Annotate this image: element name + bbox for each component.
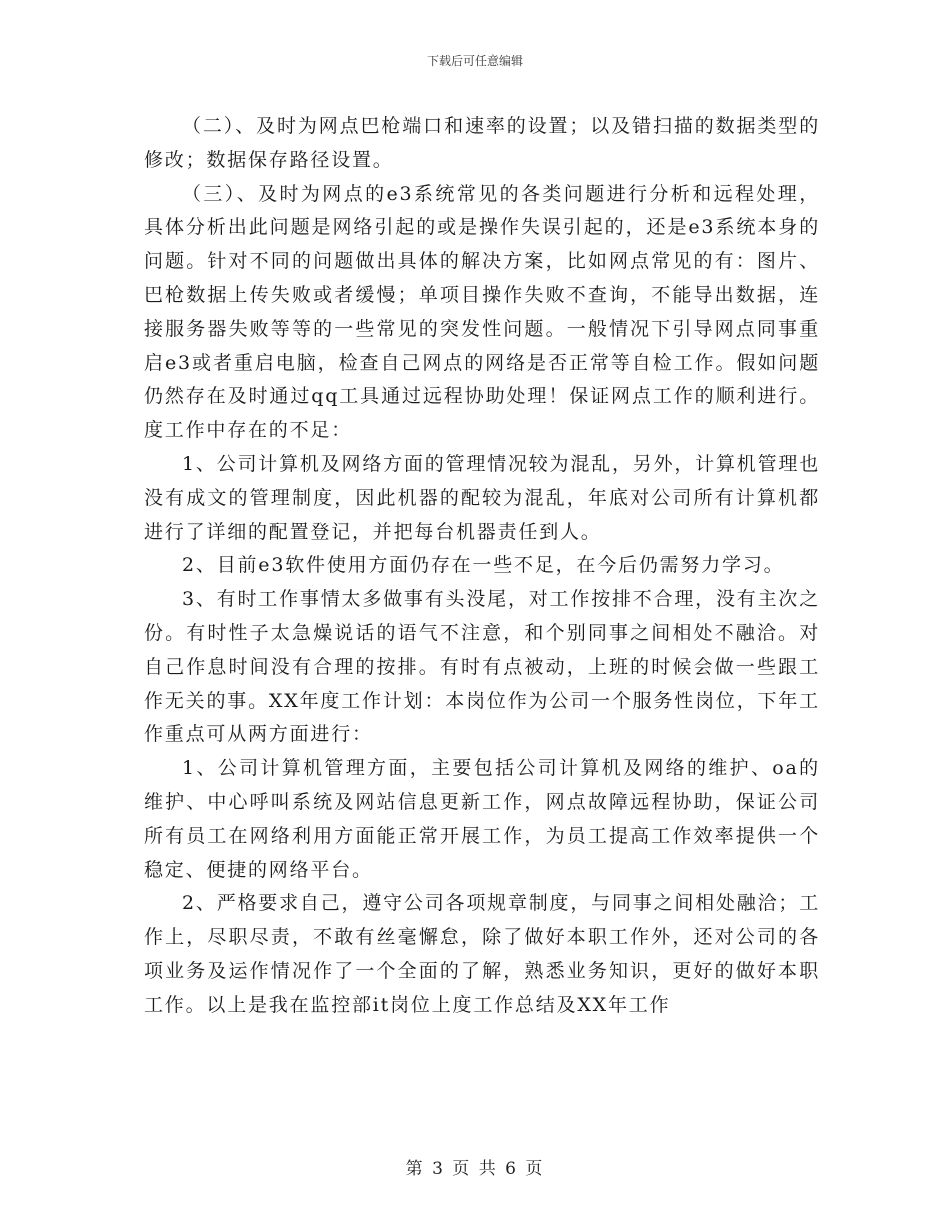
paragraph-shortcoming-3: 3、有时工作事情太多做事有头没尾，对工作按排不合理，没有主次之份。有时性子太急燥说话的语气不注意，和个别同事之间相处不融洽。对自己作息时间没有合理的按排。有时有点被动，上班的时候会做一些跟工作无关的事。XX年度工作计划：本岗位作为公司一个服务性岗位，下年工作重点可从两方面进行： bbox=[144, 588, 820, 746]
paragraph-e3-troubleshooting: （三）、及时为网点的e3系统常见的各类问题进行分析和远程处理，具体分析出此问题是网络引起的或是操作失误引起的，还是e3系统本身的问题。针对不同的问题做出具体的解决方案，比如网点常见的有：图片、巴枪数据上传失败或者缓慢；单项目操作失败不查询，不能导出数据，连接服务器失败等等的一些常见的突发性问题。一般情况下引导网点同事重启e3或者重启电脑，检查自己网点的网络是否正常等自检工作。假如问题仍然存在及时通过qq工具通过远程协助处理！保证网点工作的顺利进行。度工作中存在的不足： bbox=[144, 182, 820, 442]
paragraph-plan-2: 2、严格要求自己，遵守公司各项规章制度，与同事之间相处融洽；工作上，尽职尽责，不敢有丝毫懈怠，除了做好本职工作外，还对公司的各项业务及运作情况作了一个全面的了解，熟悉业务知识，更好的做好本职工作。以上是我在监控部it岗位上度工作总结及XX年工作 bbox=[144, 892, 820, 1016]
document-body bbox=[144, 110, 820, 1023]
page-number: 第 3 页 共 6 页 bbox=[405, 1159, 545, 1179]
paragraph-shortcoming-1: 1、公司计算机及网络方面的管理情况较为混乱，另外，计算机管理也没有成文的管理制度，因此机器的配较为混乱，年底对公司所有计算机都进行了详细的配置登记，并把每台机器责任到人。 bbox=[144, 452, 820, 543]
paragraph-shortcoming-2: 2、目前e3软件使用方面仍存在一些不足，在今后仍需努力学习。 bbox=[182, 554, 785, 577]
page-header-note: 下载后可任意编辑 bbox=[426, 54, 523, 68]
paragraph-network-settings: （二）、及时为网点巴枪端口和速率的设置；以及错扫描的数据类型的修改；数据保存路径设置。 bbox=[144, 115, 820, 171]
paragraph-plan-1: 1、公司计算机管理方面，主要包括公司计算机及网络的维护、oa的维护、中心呼叫系统及网站信息更新工作，网点故障远程协助，保证公司所有员工在网络利用方面能正常开展工作，为员工提高工作效率提供一个稳定、便捷的网络平台。 bbox=[144, 757, 820, 881]
